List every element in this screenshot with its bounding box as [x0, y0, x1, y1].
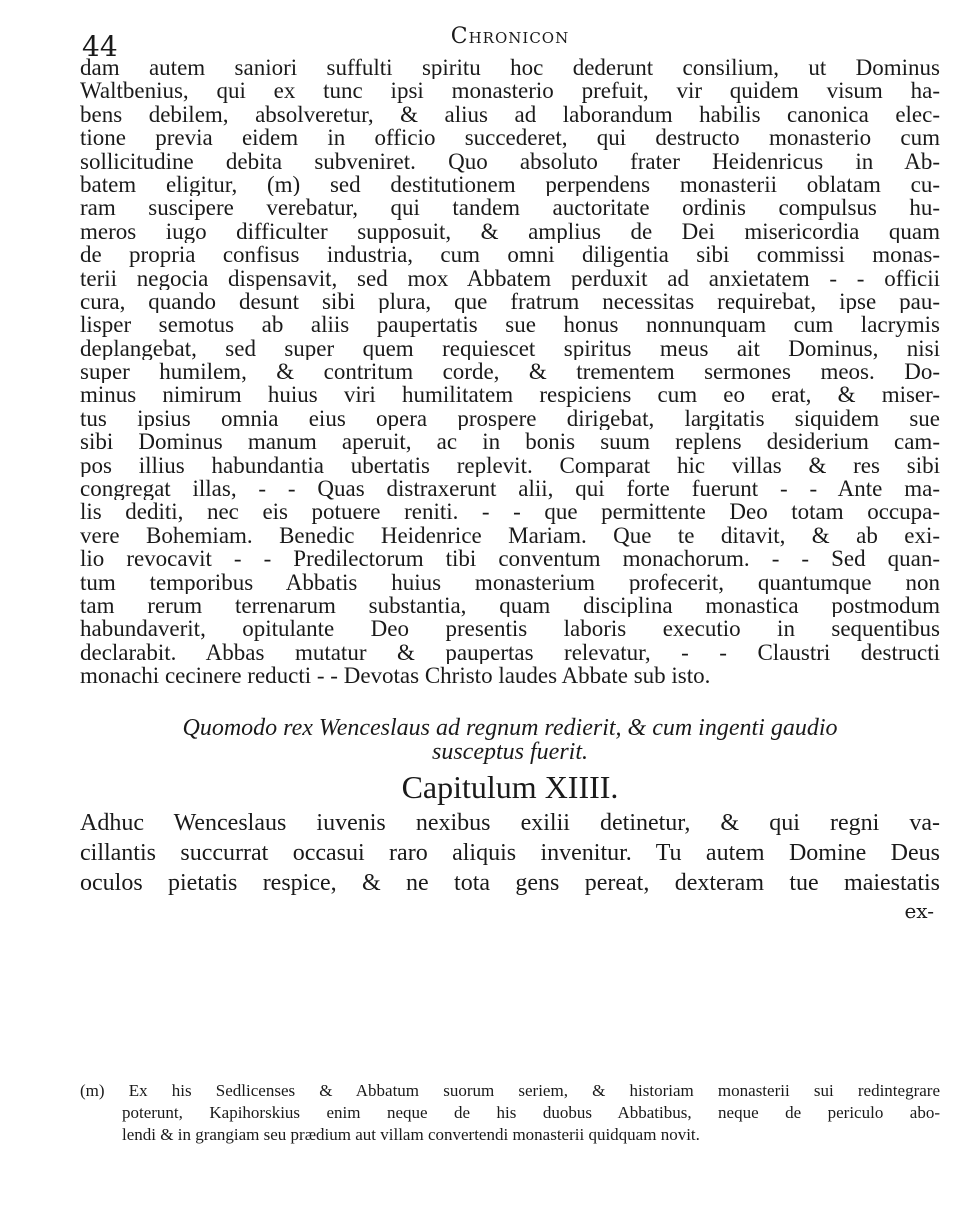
- text-line: minus nimirum huius viri humilitatem respiciens cum eo erat, & miser-: [80, 383, 940, 407]
- text-line: oculos pietatis respice, & ne tota gens pereat, dexteram tue maiestatis: [80, 869, 940, 896]
- heading-line: susceptus fuerit.: [432, 738, 588, 765]
- heading-line: Quomodo rex Wenceslaus ad regnum redierit, & cum ingenti gaudio: [182, 714, 838, 741]
- text-line: vere Bohemiam. Benedic Heidenrice Mariam. Que te ditavit, & ab exi-: [80, 523, 940, 548]
- footnote-line: lendi & in grangiam seu prædium aut villam convertendi monasterii quidquam novit.: [122, 1125, 700, 1144]
- text-line: meros iugo difficulter supposuit, & amplius de Dei misericordia quam: [80, 219, 940, 244]
- text-line: cura, quando desunt sibi plura, que fratrum necessitas requirebat, ipse pau-: [80, 289, 940, 314]
- text-line: congregat illas, - - Quas distraxerunt alii, qui forte fuerunt - - Ante ma-: [80, 477, 940, 501]
- catchword: ex-: [904, 898, 934, 923]
- text-line: lisper semotus ab aliis paupertatis sue honus nonnunquam cum lacrymis: [80, 313, 940, 337]
- main-text: [80, 56, 940, 924]
- footnotes: [80, 1080, 940, 1146]
- text-line: de propria confisus industria, cum omni diligentia sibi commissi monas-: [80, 243, 940, 267]
- text-line: pos illius habundantia ubertatis replevit. Comparat hic villas & res sibi: [80, 453, 940, 478]
- page-number: 44: [82, 30, 118, 63]
- text-line: tum temporibus Abbatis huius monasterium profecerit, quantumque non: [80, 570, 940, 594]
- text-line: Adhuc Wenceslaus iuvenis nexibus exilii detinetur, & qui regni va-: [80, 809, 940, 836]
- chapter-summary-heading: [80, 716, 940, 764]
- text-line: declarabit. Abbas mutatur & paupertas relevatur, - - Claustri destructi: [80, 640, 940, 665]
- text-line: tus ipsius omnia eius opera prospere dirigebat, largitatis siquidem sue: [80, 406, 940, 431]
- text-line: Waltbenius, qui ex tunc ipsi monasterio prefuit, vir quidem visum ha-: [80, 79, 940, 103]
- text-line: sibi Dominus manum aperuit, ac in bonis suum replens desiderium cam-: [80, 430, 940, 454]
- chapter-title: Capitulum XIIII.: [401, 768, 619, 805]
- text-line: sollicitudine debita subveniret. Quo absoluto frater Heidenricus in Ab-: [80, 149, 940, 173]
- text-line: deplangebat, sed super quem requiescet spiritus meus ait Dominus, nisi: [80, 336, 940, 361]
- footnote-line: poterunt, Kapihorskius enim neque de his duobus Abbatibus, neque de periculo abo-: [122, 1103, 940, 1122]
- text-line: tam rerum terrenarum substantia, quam disciplina monastica postmodum: [80, 593, 940, 618]
- text-line: bens debilem, absolveretur, & alius ad laborandum habilis canonica elec-: [80, 102, 940, 127]
- text-line: dam autem saniori suffulti spiritu hoc dederunt consilium, ut Dominus: [80, 56, 940, 80]
- text-line: terii negocia dispensavit, sed mox Abbatem perduxit ad anxietatem - - officii: [80, 266, 940, 290]
- text-line: super humilem, & contritum corde, & trementem sermones meos. Do-: [80, 360, 940, 384]
- text-line: lis dediti, nec eis potuere reniti. - - que permittente Deo totam occupa-: [80, 500, 940, 524]
- running-title: Chronicon: [450, 24, 570, 49]
- text-line: tione previa eidem in officio succederet, qui destructo monasterio cum: [80, 126, 940, 150]
- text-line: batem eligitur, (m) sed destitutionem perpendens monasterii oblatam cu-: [80, 172, 940, 197]
- running-header: [80, 20, 940, 63]
- chapter-text: [80, 808, 940, 898]
- text-line: cillantis succurrat occasui raro aliquis invenitur. Tu autem Domine Deus: [80, 839, 940, 866]
- text-line: monachi cecinere reducti - - Devotas Christo laudes Abbate sub isto.: [80, 664, 711, 688]
- text-line: lio revocavit - - Predilectorum tibi conventum monachorum. - - Sed quan-: [80, 547, 940, 571]
- text-line: ram suscipere verebatur, qui tandem auctoritate ordinis compulsus hu-: [80, 196, 940, 220]
- text-line: habundaverit, opitulante Deo presentis laboris executio in sequentibus: [80, 617, 940, 641]
- footnote-line: (m) Ex his Sedlicenses & Abbatum suorum seriem, & historiam monasterii sui redintegrare: [80, 1081, 940, 1100]
